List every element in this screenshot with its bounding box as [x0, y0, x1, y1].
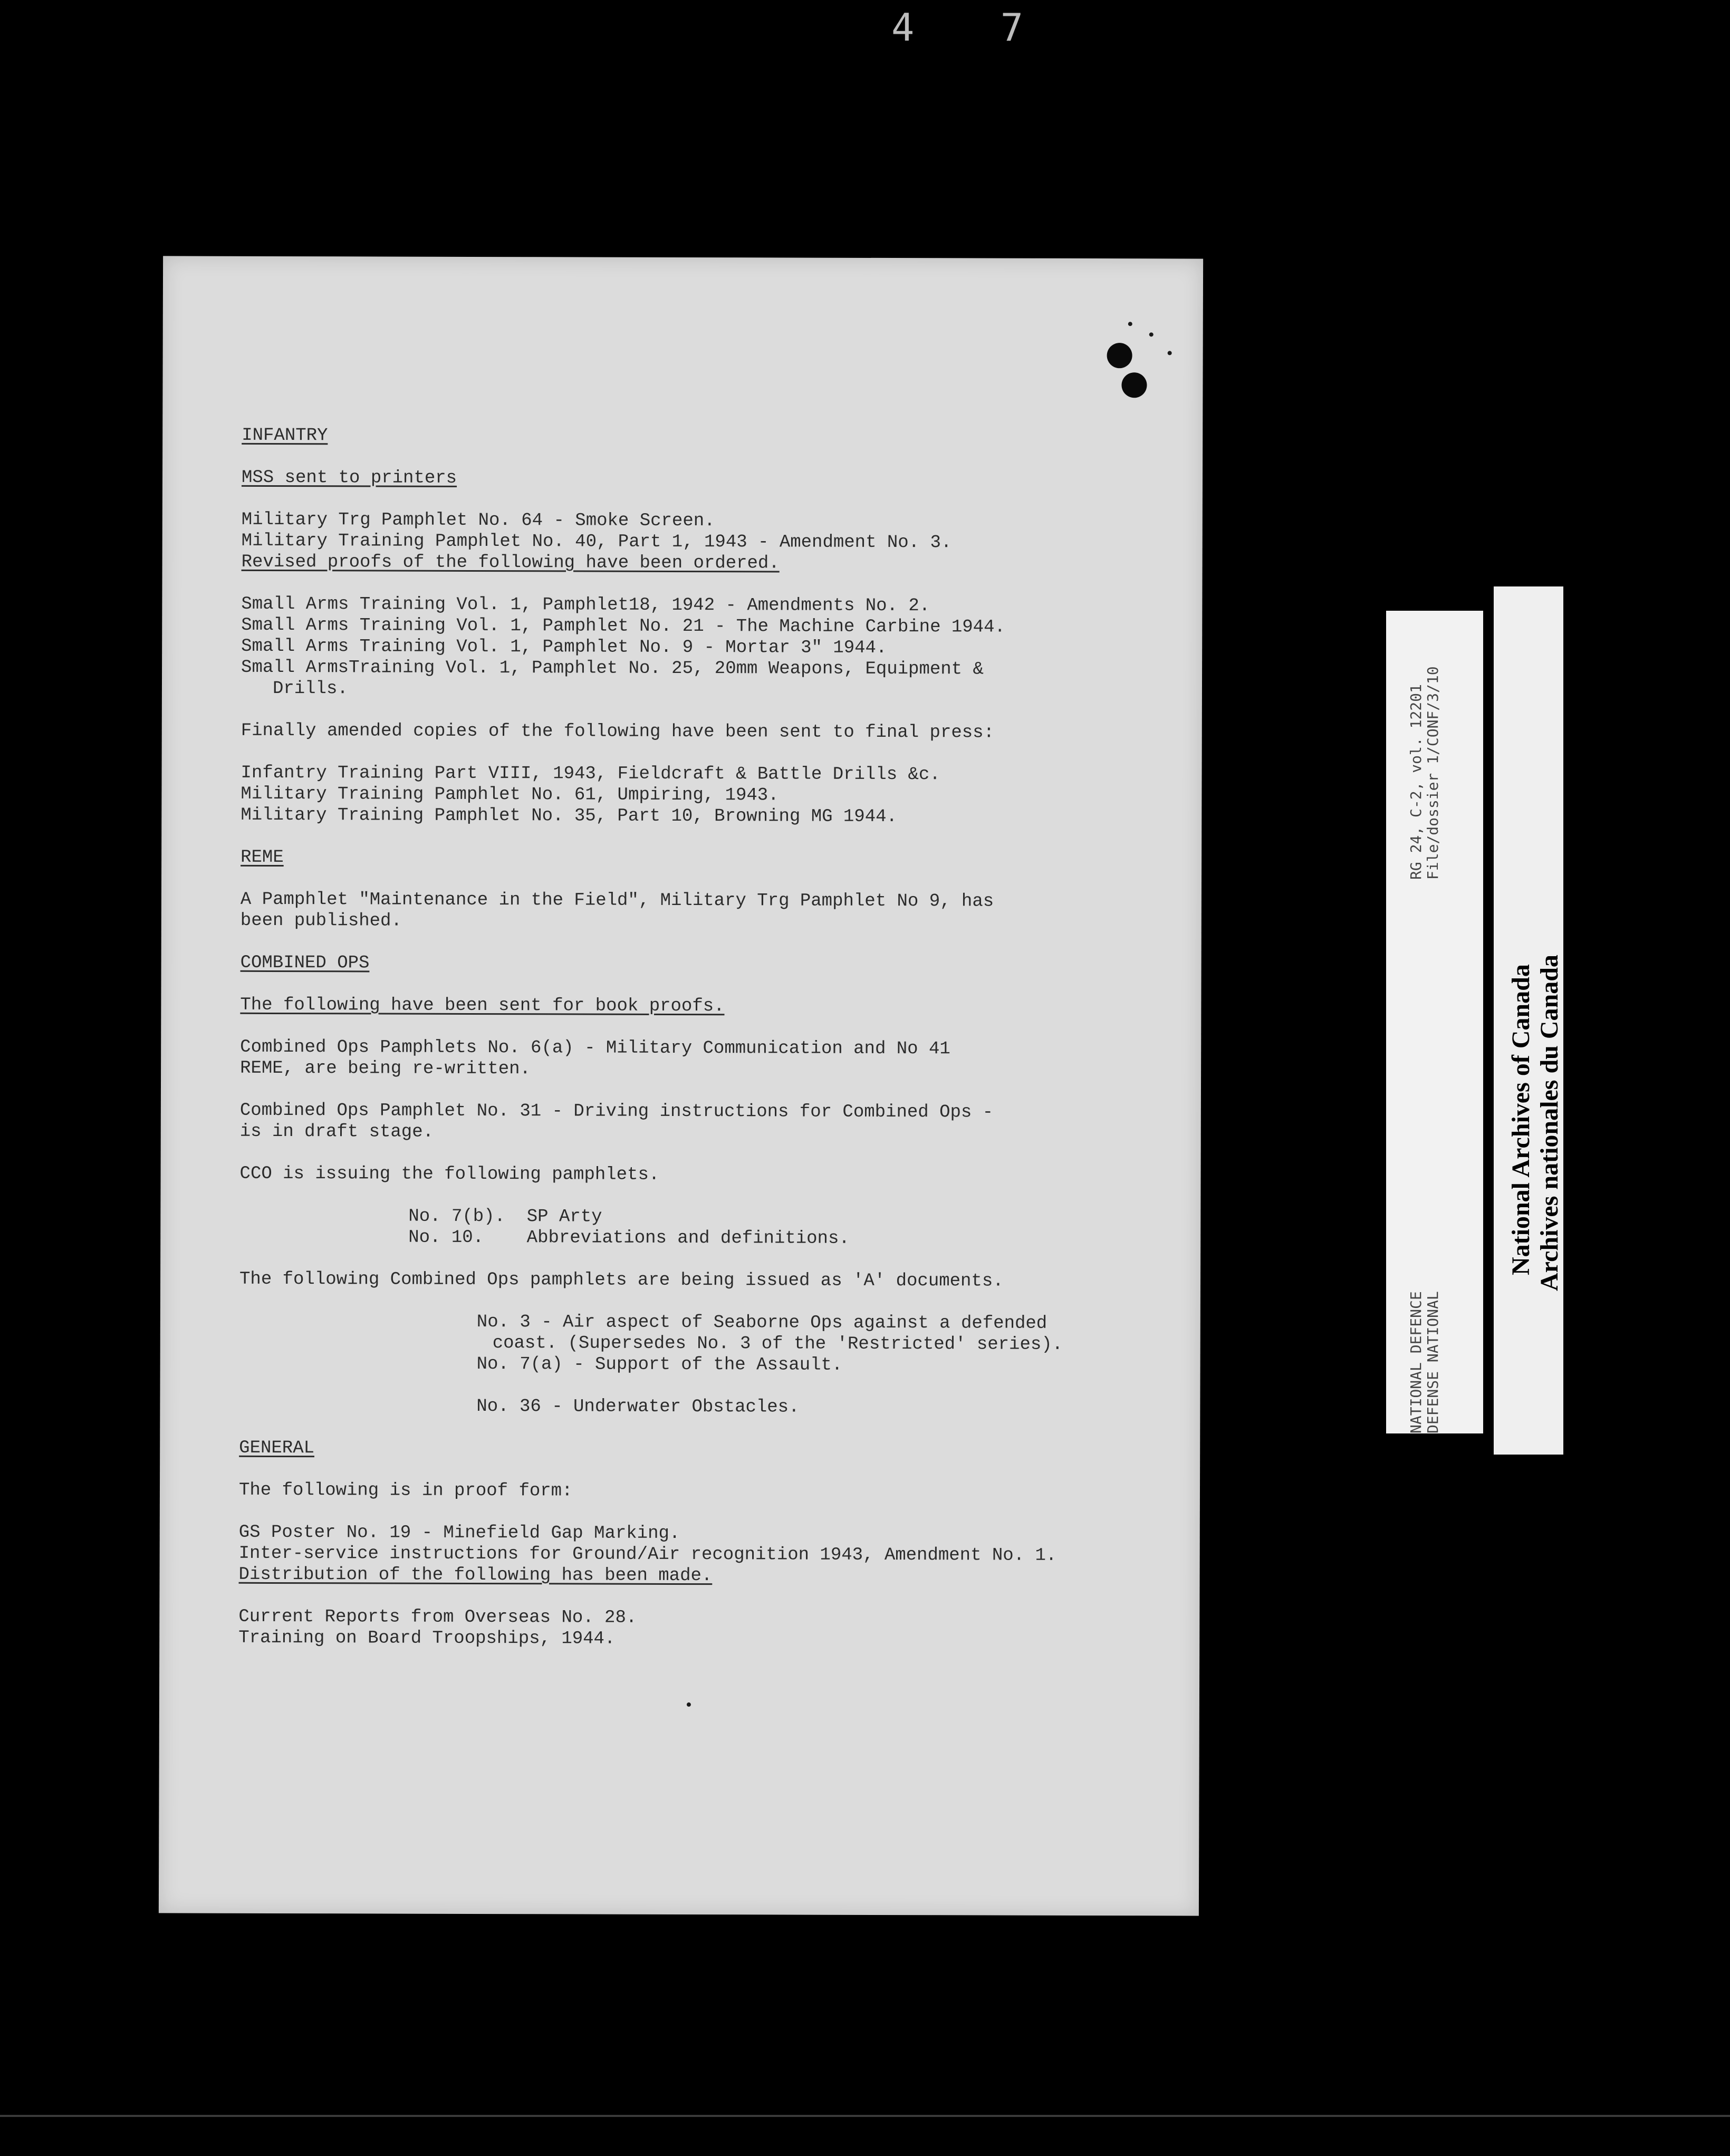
file-reference: File/dossier 1/CONF/3/10 [1424, 666, 1441, 880]
section-heading-general: GENERAL [239, 1438, 315, 1459]
a-document-item: No. 3 - Air aspect of Seaborne Ops against a defended [476, 1312, 1047, 1334]
finally-item: Military Training Pamphlet No. 61, Umpiring, 1943. [241, 784, 779, 806]
archives-name-fr: Archives nationales du Canada [1535, 955, 1563, 1291]
revised-item: Small Arms Training Vol. 1, Pamphlet No. 9 - Mortar 3" 1944. [241, 636, 887, 659]
department-name-fr: DEFENSE NATIONAL [1424, 1291, 1441, 1433]
revised-item-continuation: Drills. [272, 678, 348, 699]
book-proofs-text: Combined Ops Pamphlets No. 6(a) - Military Communication and No 41 [240, 1037, 950, 1060]
proof-form-text: The following is in proof form: [238, 1480, 573, 1502]
subheading-mss: MSS sent to printers [241, 467, 457, 488]
section-heading-combined-ops: COMBINED OPS [240, 952, 370, 974]
mss-item: Military Trg Pamphlet No. 64 - Smoke Screen. [241, 509, 715, 532]
revised-item: Small ArmsTraining Vol. 1, Pamphlet No. 25, 20mm Weapons, Equipment & [241, 657, 984, 680]
archives-label-strip [1494, 586, 1563, 1455]
reme-text: been published. [240, 910, 402, 931]
cco-item: No. 7(b). SP Arty [408, 1206, 602, 1227]
pamphlet-31-text: Combined Ops Pamphlet No. 31 - Driving instructions for Combined Ops - [239, 1100, 994, 1123]
distribution-item: Training on Board Troopships, 1944. [238, 1628, 616, 1649]
department-name-en: NATIONAL DEFENCE [1407, 1291, 1425, 1433]
subheading-book-proofs: The following have been sent for book proofs. [240, 995, 725, 1017]
mss-item: Military Training Pamphlet No. 40, Part 1, 1943 - Amendment No. 3. [241, 531, 952, 553]
archives-name-en: National Archives of Canada [1507, 964, 1535, 1275]
document-body [238, 425, 1170, 1651]
reme-text: A Pamphlet "Maintenance in the Field", Military Trg Pamphlet No 9, has [240, 889, 994, 912]
a-documents-text: The following Combined Ops pamphlets are being issued as 'A' documents. [239, 1269, 1004, 1292]
a-document-item: No. 7(a) - Support of the Assault. [476, 1354, 843, 1375]
pamphlet-31-text: is in draft stage. [239, 1121, 434, 1142]
subheading-revised-proofs: Revised proofs of the following have been ordered. [241, 552, 780, 574]
a-document-item-continuation: coast. (Supersedes No. 3 of the 'Restricted' series). [492, 1333, 1063, 1355]
film-edge-line [0, 2115, 1730, 2117]
cco-item: No. 10. Abbreviations and definitions. [408, 1227, 850, 1249]
punch-hole-lower [1121, 372, 1147, 398]
finally-amended-text: Finally amended copies of the following have been sent to final press: [241, 720, 995, 743]
section-heading-infantry: INFANTRY [242, 425, 328, 446]
speck [687, 1702, 691, 1707]
section-heading-reme: REME [241, 847, 284, 868]
speck [1128, 322, 1132, 326]
cco-text: CCO is issuing the following pamphlets. [239, 1163, 660, 1185]
archive-reference-strip [1386, 611, 1483, 1433]
subheading-distribution: Distribution of the following has been made. [238, 1564, 713, 1586]
speck [1149, 332, 1154, 336]
proof-item: Inter-service instructions for Ground/Air recognition 1943, Amendment No. 1. [238, 1543, 1057, 1566]
revised-item: Small Arms Training Vol. 1, Pamphlet18, 1942 - Amendments No. 2. [241, 594, 930, 617]
finally-item: Military Training Pamphlet No. 35, Part 10, Browning MG 1944. [241, 805, 897, 827]
book-proofs-text: REME, are being re-written. [240, 1058, 531, 1080]
finally-item: Infantry Training Part VIII, 1943, Fieldcraft & Battle Drills &c. [241, 763, 940, 785]
a-document-item: No. 36 - Underwater Obstacles. [476, 1396, 800, 1418]
film-frame-marks: 4 7 [891, 5, 1055, 50]
punch-hole-upper [1107, 343, 1132, 368]
record-group-reference: RG 24, C-2, vol. 12201 [1407, 684, 1425, 880]
speck [1168, 351, 1172, 355]
document-page [159, 256, 1203, 1916]
distribution-item: Current Reports from Overseas No. 28. [238, 1606, 637, 1628]
proof-item: GS Poster No. 19 - Minefield Gap Marking. [238, 1522, 680, 1544]
revised-item: Small Arms Training Vol. 1, Pamphlet No. 21 - The Machine Carbine 1944. [241, 615, 1005, 638]
